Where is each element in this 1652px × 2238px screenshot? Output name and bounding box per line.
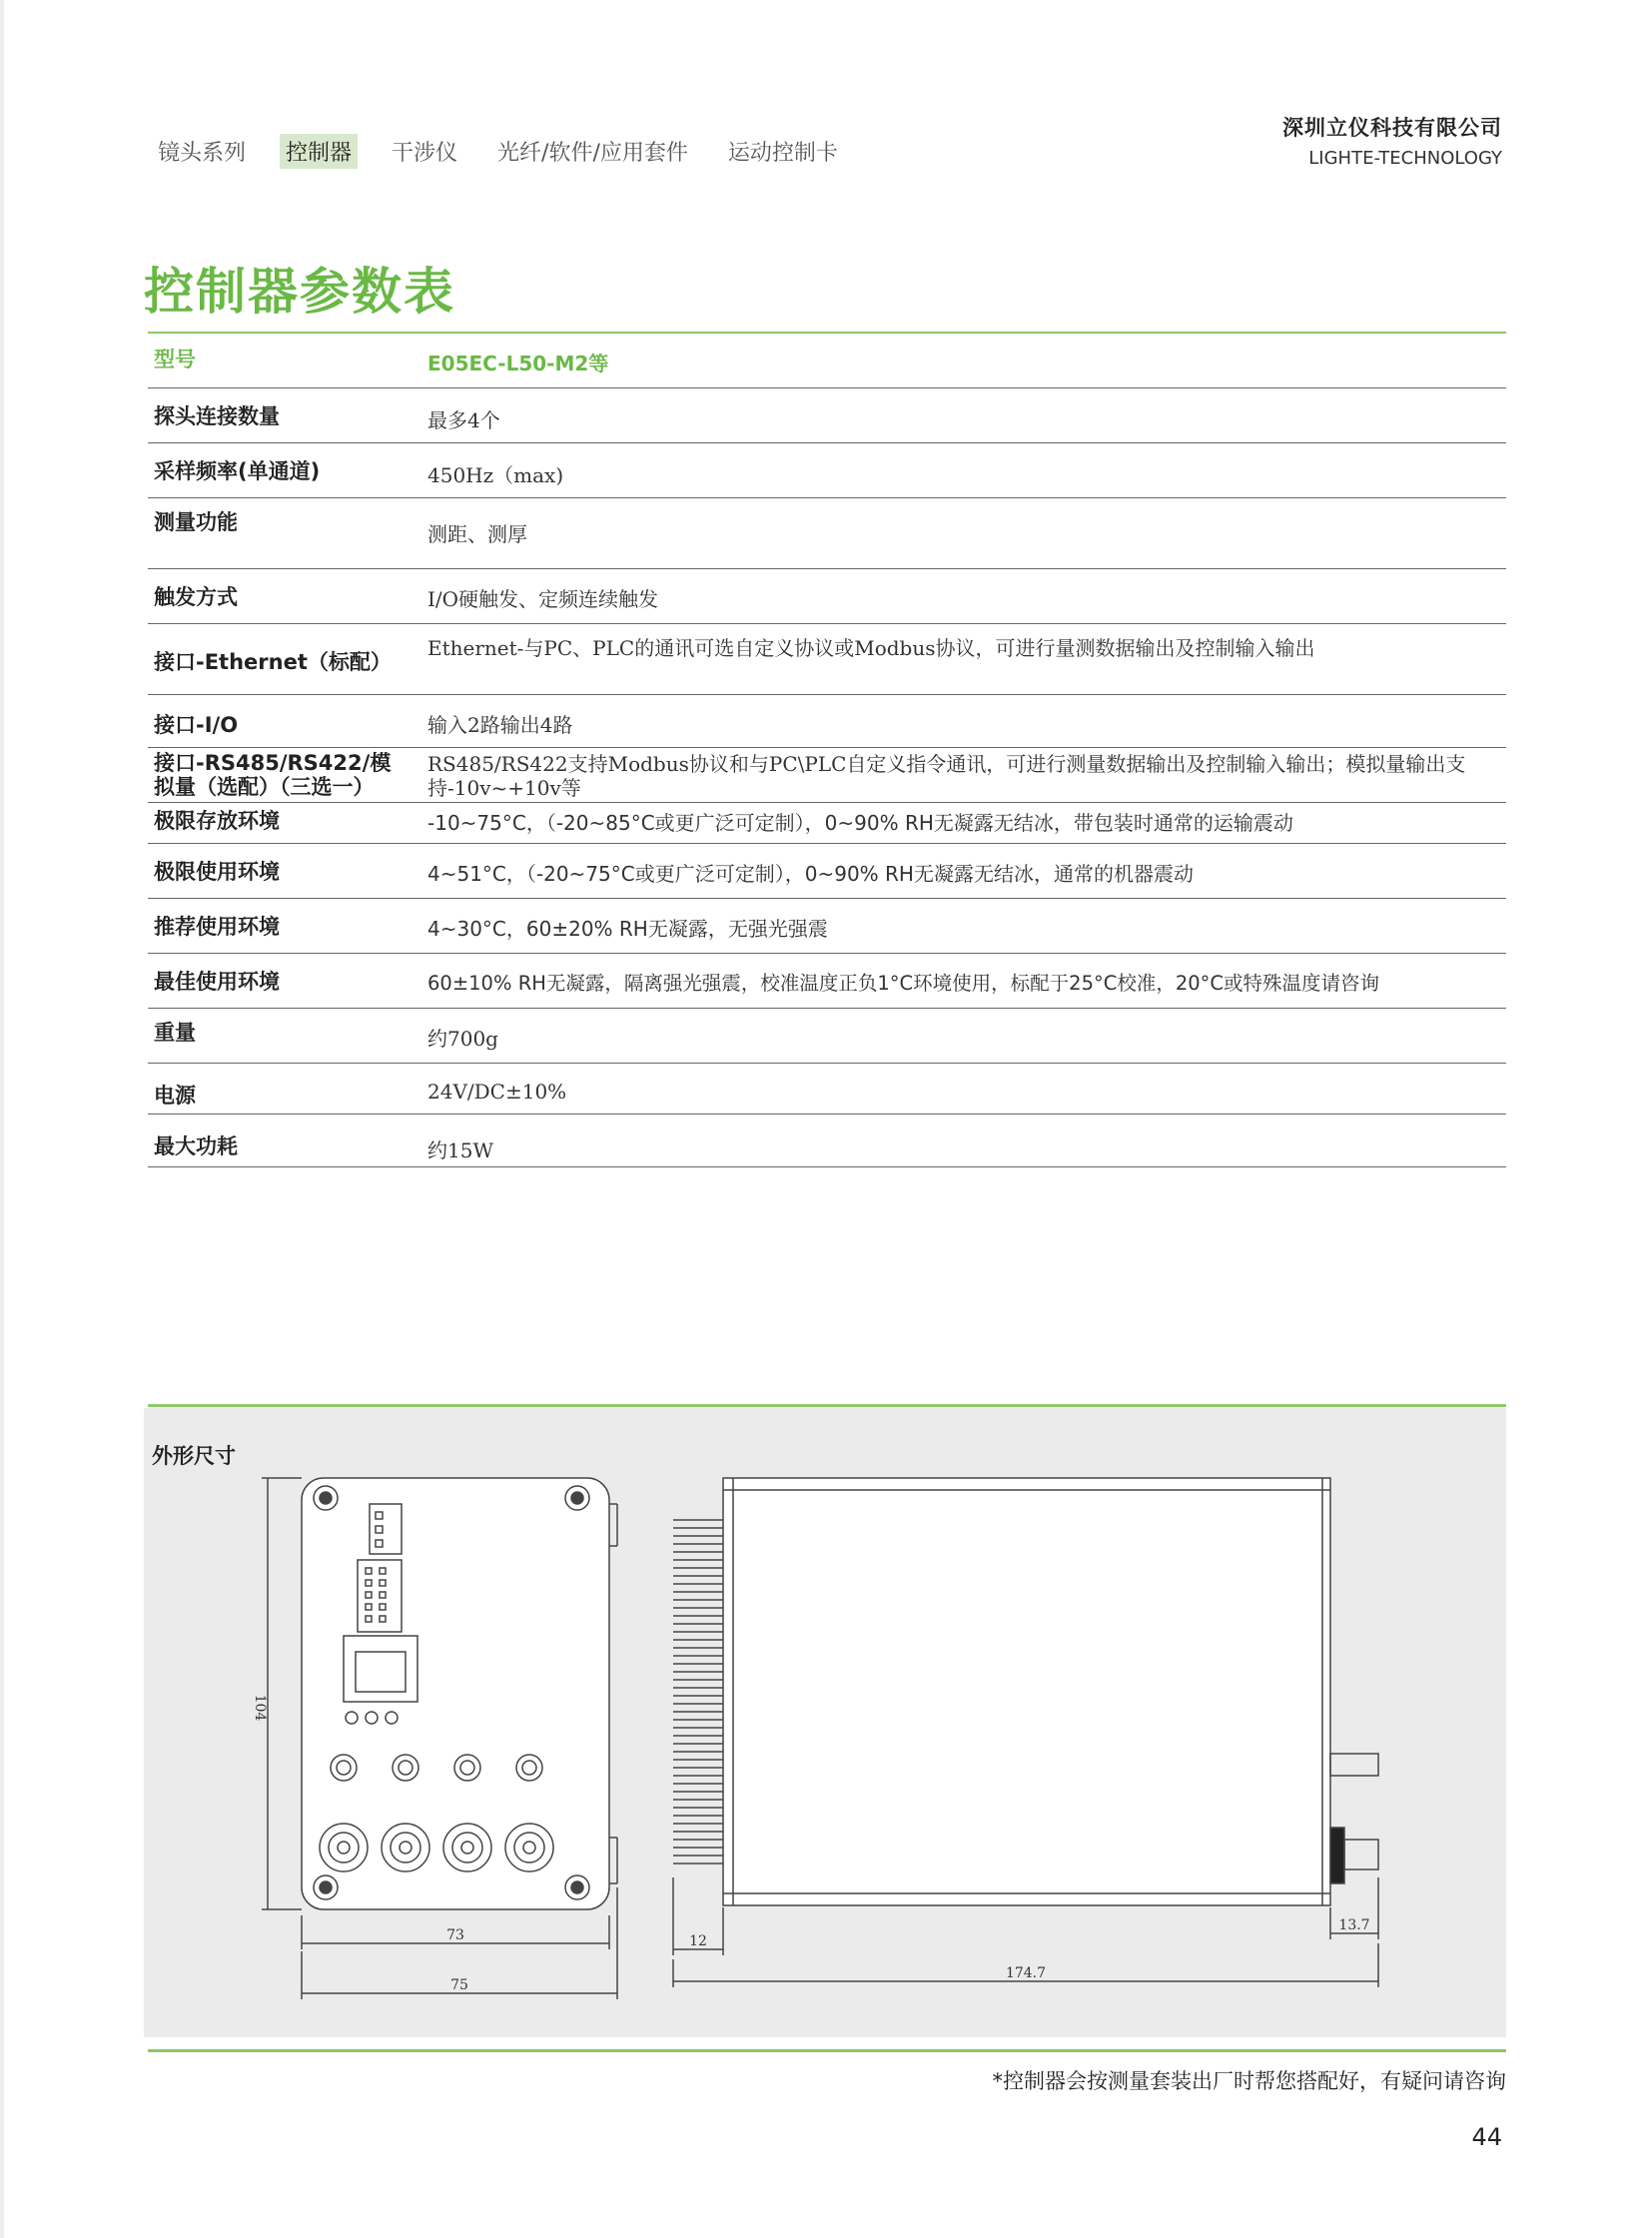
spec-key: 最大功耗 [154, 1134, 238, 1158]
spec-key: 测量功能 [154, 510, 238, 534]
table-row [148, 695, 1506, 748]
spec-key: 接口-Ethernet（标配） [154, 650, 392, 674]
spec-value: 450Hz（max) [427, 463, 564, 487]
category-nav [152, 134, 872, 169]
spec-value: 24V/DC±10% [427, 1080, 567, 1104]
table-row [148, 899, 1506, 954]
spec-value: Ethernet-与PC、PLC的通讯可选自定义协议或Modbus协议，可进行量测数据输出及控制输入输出 [427, 636, 1315, 660]
dimensions-divider [148, 1404, 1506, 1407]
table-row [148, 334, 1506, 388]
dim-height-label: 104 [252, 1694, 268, 1722]
heat-sink-fins [673, 1520, 723, 1864]
nav-item-controller[interactable]: 控制器 [280, 134, 358, 169]
dim-inner-width-label: 73 [446, 1927, 464, 1943]
side-connector-bottom [1344, 1840, 1378, 1869]
footer-divider [148, 2049, 1506, 2052]
page-title: 控制器参数表 [144, 263, 455, 321]
nav-item-fiber-software[interactable]: 光纤/软件/应用套件 [497, 141, 688, 166]
company-name-cn: 深圳立仪科技有限公司 [1282, 116, 1502, 140]
spec-key: 接口-RS485/RS422/模拟量（选配）（三选一） [154, 751, 392, 799]
table-row [148, 748, 1506, 803]
company-name-en: LIGHTE-TECHNOLOGY [1308, 148, 1502, 169]
spec-value: 4~30°C，60±20% RH无凝露，无强光强震 [427, 917, 828, 941]
table-row [148, 1115, 1506, 1167]
spec-value: 约15W [427, 1138, 494, 1162]
spec-value: 最多4个 [427, 408, 500, 432]
side-view-housing [723, 1478, 1330, 1905]
dimensions-label: 外形尺寸 [152, 1444, 236, 1468]
table-row [148, 388, 1506, 443]
spec-value: 60±10% RH无凝露，隔离强光强震，校准温度正负1°C环境使用，标配于25°C校准，20°C或特殊温度请咨询 [427, 972, 1380, 995]
dim-length-label: 174.7 [1005, 1965, 1047, 1981]
table-row [148, 624, 1506, 695]
spec-value: I/O硬触发、定频连续触发 [427, 587, 659, 611]
spec-key: 重量 [154, 1021, 196, 1045]
spec-key: 最佳使用环境 [154, 970, 280, 994]
nav-item-motion-card[interactable]: 运动控制卡 [727, 141, 838, 166]
spec-key: 推荐使用环境 [154, 915, 280, 939]
spec-value: 输入2路输出4路 [427, 713, 573, 737]
front-view-housing [302, 1478, 609, 1909]
spec-key: 探头连接数量 [154, 404, 280, 428]
nav-item-interferometer[interactable]: 干涉仪 [392, 141, 458, 166]
nav-item-lens[interactable]: 镜头系列 [158, 141, 247, 166]
table-row [148, 498, 1506, 569]
table-row [148, 569, 1506, 624]
dim-outer-width-label: 75 [450, 1977, 468, 1993]
dim-connector-label: 13.7 [1338, 1917, 1370, 1933]
spec-value: E05EC-L50-M2等 [427, 352, 609, 375]
spec-key: 极限存放环境 [154, 809, 280, 833]
spec-table [148, 334, 1506, 1167]
dimension-drawing [144, 1408, 1506, 2037]
spec-key: 型号 [154, 348, 196, 372]
spec-value: -10~75°C，（-20~85°C或更广泛可定制），0~90% RH无凝露无结冰，带包装时通常的运输震动 [427, 811, 1293, 835]
side-connector-top [1330, 1754, 1378, 1776]
spec-value: 约700g [427, 1027, 498, 1051]
spec-value: RS485/RS422支持Modbus协议和与PC\PLC自定义指令通讯，可进行测量数据输出及控制输入输出；模拟量输出支持-10v~+10v等 [427, 752, 1466, 800]
spec-key: 触发方式 [154, 585, 238, 609]
spec-key: 接口-I/O [154, 713, 239, 737]
dim-fin-label: 12 [689, 1933, 707, 1949]
table-row [148, 1064, 1506, 1115]
table-row [148, 443, 1506, 498]
company-block [1282, 112, 1502, 169]
spec-key: 电源 [154, 1084, 196, 1108]
table-row [148, 954, 1506, 1009]
spec-value: 测距、测厚 [427, 522, 527, 546]
table-row [148, 803, 1506, 844]
spec-key: 极限使用环境 [154, 860, 280, 884]
spec-key: 采样频率(单通道) [154, 459, 321, 483]
spec-value: 4~51°C，（-20~75°C或更广泛可定制），0~90% RH无凝露无结冰，通常的机器震动 [427, 862, 1194, 886]
table-row [148, 844, 1506, 899]
footnote: *控制器会按测量套装出厂时帮您搭配好，有疑问请咨询 [992, 2069, 1506, 2093]
page-edge [0, 0, 4, 2238]
table-row [148, 1009, 1506, 1064]
page-number: 44 [1471, 2123, 1502, 2151]
